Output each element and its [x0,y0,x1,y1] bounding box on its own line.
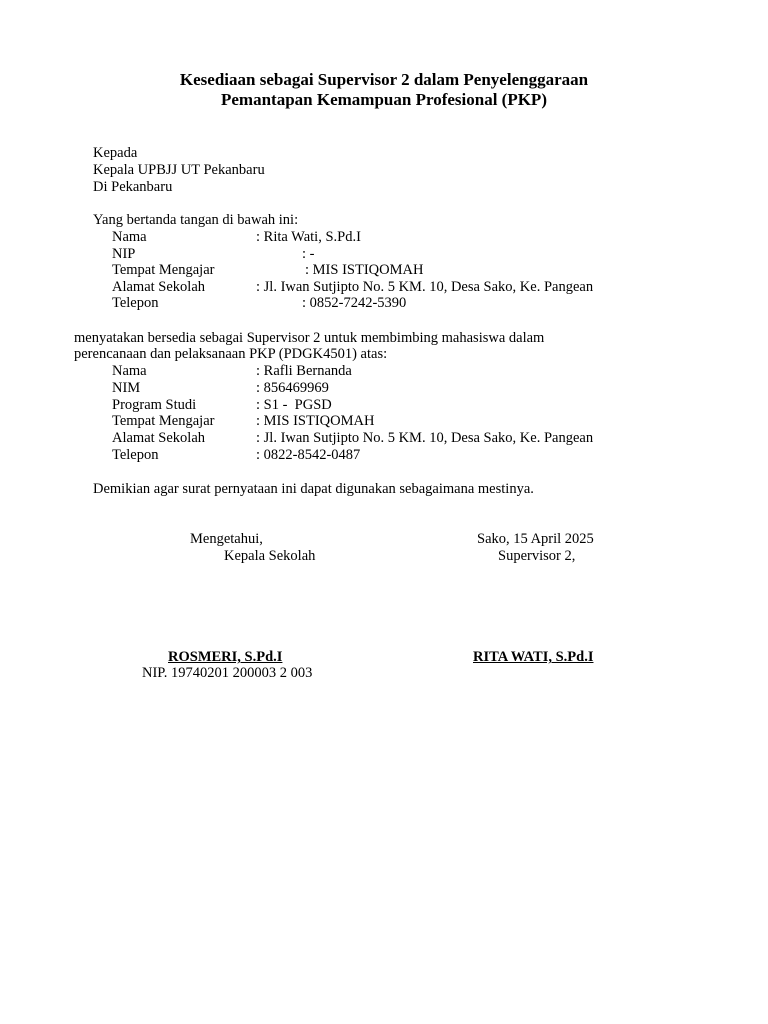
student-program-value: : S1 - PGSD [256,397,332,413]
statement-line-2: perencanaan dan pelaksanaan PKP (PDGK4501) atas: [74,346,388,362]
signature-right-date: Sako, 15 April 2025 [477,531,594,547]
supervisor-phone-label: Telepon [112,295,159,311]
signature-left-name: ROSMERI, S.Pd.I [168,649,283,665]
student-address-label: Alamat Sekolah [112,430,206,446]
student-nim-label: NIM [112,380,141,396]
supervisor-phone-value: : 0852-7242-5390 [302,295,407,311]
student-address-value: : Jl. Iwan Sutjipto No. 5 KM. 10, Desa Sako, Ke. Pangean [256,430,594,446]
document-title-line-2: Pemantapan Kemampuan Profesional (PKP) [221,90,547,109]
student-nim-value: : 856469969 [256,380,329,396]
recipient-line-1: Kepada [93,145,138,161]
supervisor-nip-value: : - [302,246,315,262]
student-school-label: Tempat Mengajar [112,413,215,429]
signature-left-nip: NIP. 19740201 200003 2 003 [142,665,313,681]
supervisor-nip-label: NIP [112,246,136,262]
signature-left-acknowledged: Mengetahui, [190,531,263,547]
student-name-value: : Rafli Bernanda [256,363,352,379]
supervisor-school-label: Tempat Mengajar [112,262,215,278]
student-phone-value: : 0822-8542-0487 [256,447,361,463]
supervisor-address-value: : Jl. Iwan Sutjipto No. 5 KM. 10, Desa Sako, Ke. Pangean [256,279,594,295]
student-school-value: : MIS ISTIQOMAH [256,413,375,429]
statement-line-1: menyatakan bersedia sebagai Supervisor 2 untuk membimbing mahasiswa dalam [74,330,545,346]
supervisor-school-value: : MIS ISTIQOMAH [305,262,424,278]
document-title-line-1: Kesediaan sebagai Supervisor 2 dalam Penyelenggaraan [179,70,589,89]
closing-text: Demikian agar surat pernyataan ini dapat digunakan sebagaimana mestinya. [93,481,534,497]
signature-right-role: Supervisor 2, [498,548,576,564]
recipient-line-3: Di Pekanbaru [93,179,173,195]
supervisor-address-label: Alamat Sekolah [112,279,206,295]
student-phone-label: Telepon [112,447,159,463]
intro-text: Yang bertanda tangan di bawah ini: [93,212,299,228]
signature-left-role: Kepala Sekolah [224,548,316,564]
supervisor-name-value: : Rita Wati, S.Pd.I [256,229,361,245]
student-name-label: Nama [112,363,147,379]
student-program-label: Program Studi [112,397,197,413]
supervisor-name-label: Nama [112,229,147,245]
recipient-line-2: Kepala UPBJJ UT Pekanbaru [93,162,265,178]
signature-right-name: RITA WATI, S.Pd.I [473,649,594,665]
